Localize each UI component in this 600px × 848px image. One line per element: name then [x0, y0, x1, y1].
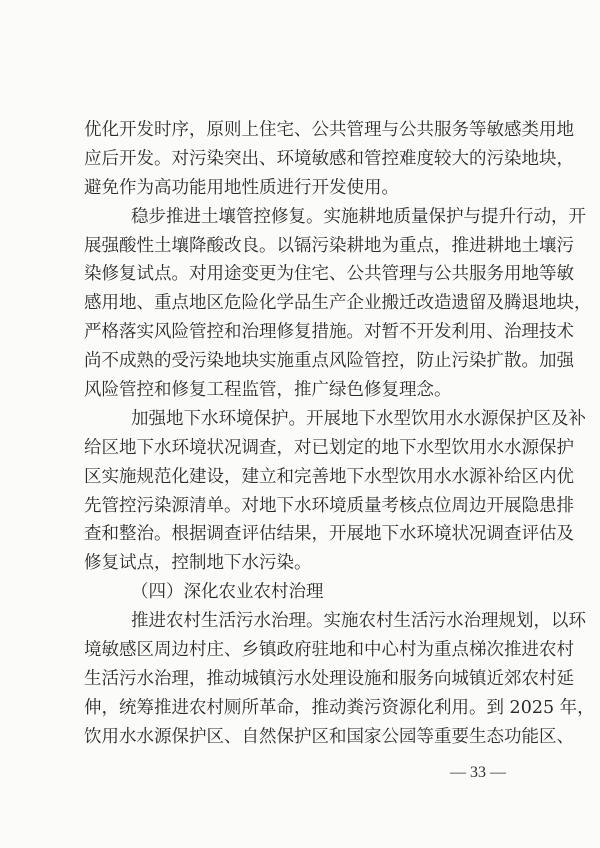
text-line: 感用地、重点地区危险化学品生产企业搬迁改造遗留及腾退地块， — [84, 293, 592, 314]
text-line: 境敏感区周边村庄、乡镇政府驻地和中心村为重点梯次推进农村 — [84, 640, 574, 661]
text-line: 严格落实风险管控和治理修复措施。对暂不开发利用、治理技术 — [84, 322, 574, 343]
text-line: 加强地下水环境保护。开展地下水型饮用水水源保护区及补 — [131, 408, 586, 429]
text-line: 查和整治。根据调查评估结果，开展地下水环境状况调查评估及 — [84, 524, 574, 545]
text-line: 给区地下水环境状况调查，对已划定的地下水型饮用水水源保护 — [84, 437, 574, 458]
paragraph — [84, 116, 574, 203]
text-line: 展强酸性土壤降酸改良。以镉污染耕地为重点，推进耕地土壤污 — [84, 235, 574, 256]
text-line: 应后开发。对污染突出、环境敏感和管控难度较大的污染地块， — [84, 148, 574, 169]
document-body — [84, 116, 595, 752]
text-line: 先管控污染源清单。对地下水环境质量考核点位周边开展隐患排 — [84, 495, 574, 516]
text-line: 生活污水治理，推动城镇污水处理设施和服务向城镇近郊农村延 — [84, 668, 574, 689]
page-number: — 33 — — [450, 764, 506, 781]
text-line: 风险管控和修复工程监管，推广绿色修复理念。 — [84, 380, 452, 401]
text-line: （四）深化农业农村治理 — [131, 582, 324, 603]
paragraph — [84, 607, 595, 751]
text-line: 推进农村生活污水治理。实施农村生活污水治理规划，以环 — [131, 611, 586, 632]
paragraph — [84, 405, 586, 578]
text-line: 避免作为高功能用地性质进行开发使用。 — [84, 177, 399, 198]
text-line: 饮用水水源保护区、自然保护区和国家公园等重要生态功能区、 — [84, 726, 574, 747]
text-line: 稳步推进土壤管控修复。实施耕地质量保护与提升行动，开 — [131, 206, 586, 227]
paragraph — [84, 203, 592, 405]
text-line: 修复试点，控制地下水污染。 — [84, 553, 312, 574]
text-line: 优化开发时序，原则上住宅、公共管理与公共服务等敏感类用地 — [84, 120, 574, 140]
section-heading — [84, 578, 516, 607]
text-line: 染修复试点。对用途变更为住宅、公共管理与公共服务用地等敏 — [84, 264, 574, 285]
text-line: 伸，统筹推进农村厕所革命，推动粪污资源化利用。到 2025 年， — [84, 697, 595, 718]
text-line: 区实施规范化建设，建立和完善地下水型饮用水水源补给区内优 — [84, 466, 574, 487]
text-line: 尚不成熟的受污染地块实施重点风险管控，防止污染扩散。加强 — [84, 351, 574, 372]
